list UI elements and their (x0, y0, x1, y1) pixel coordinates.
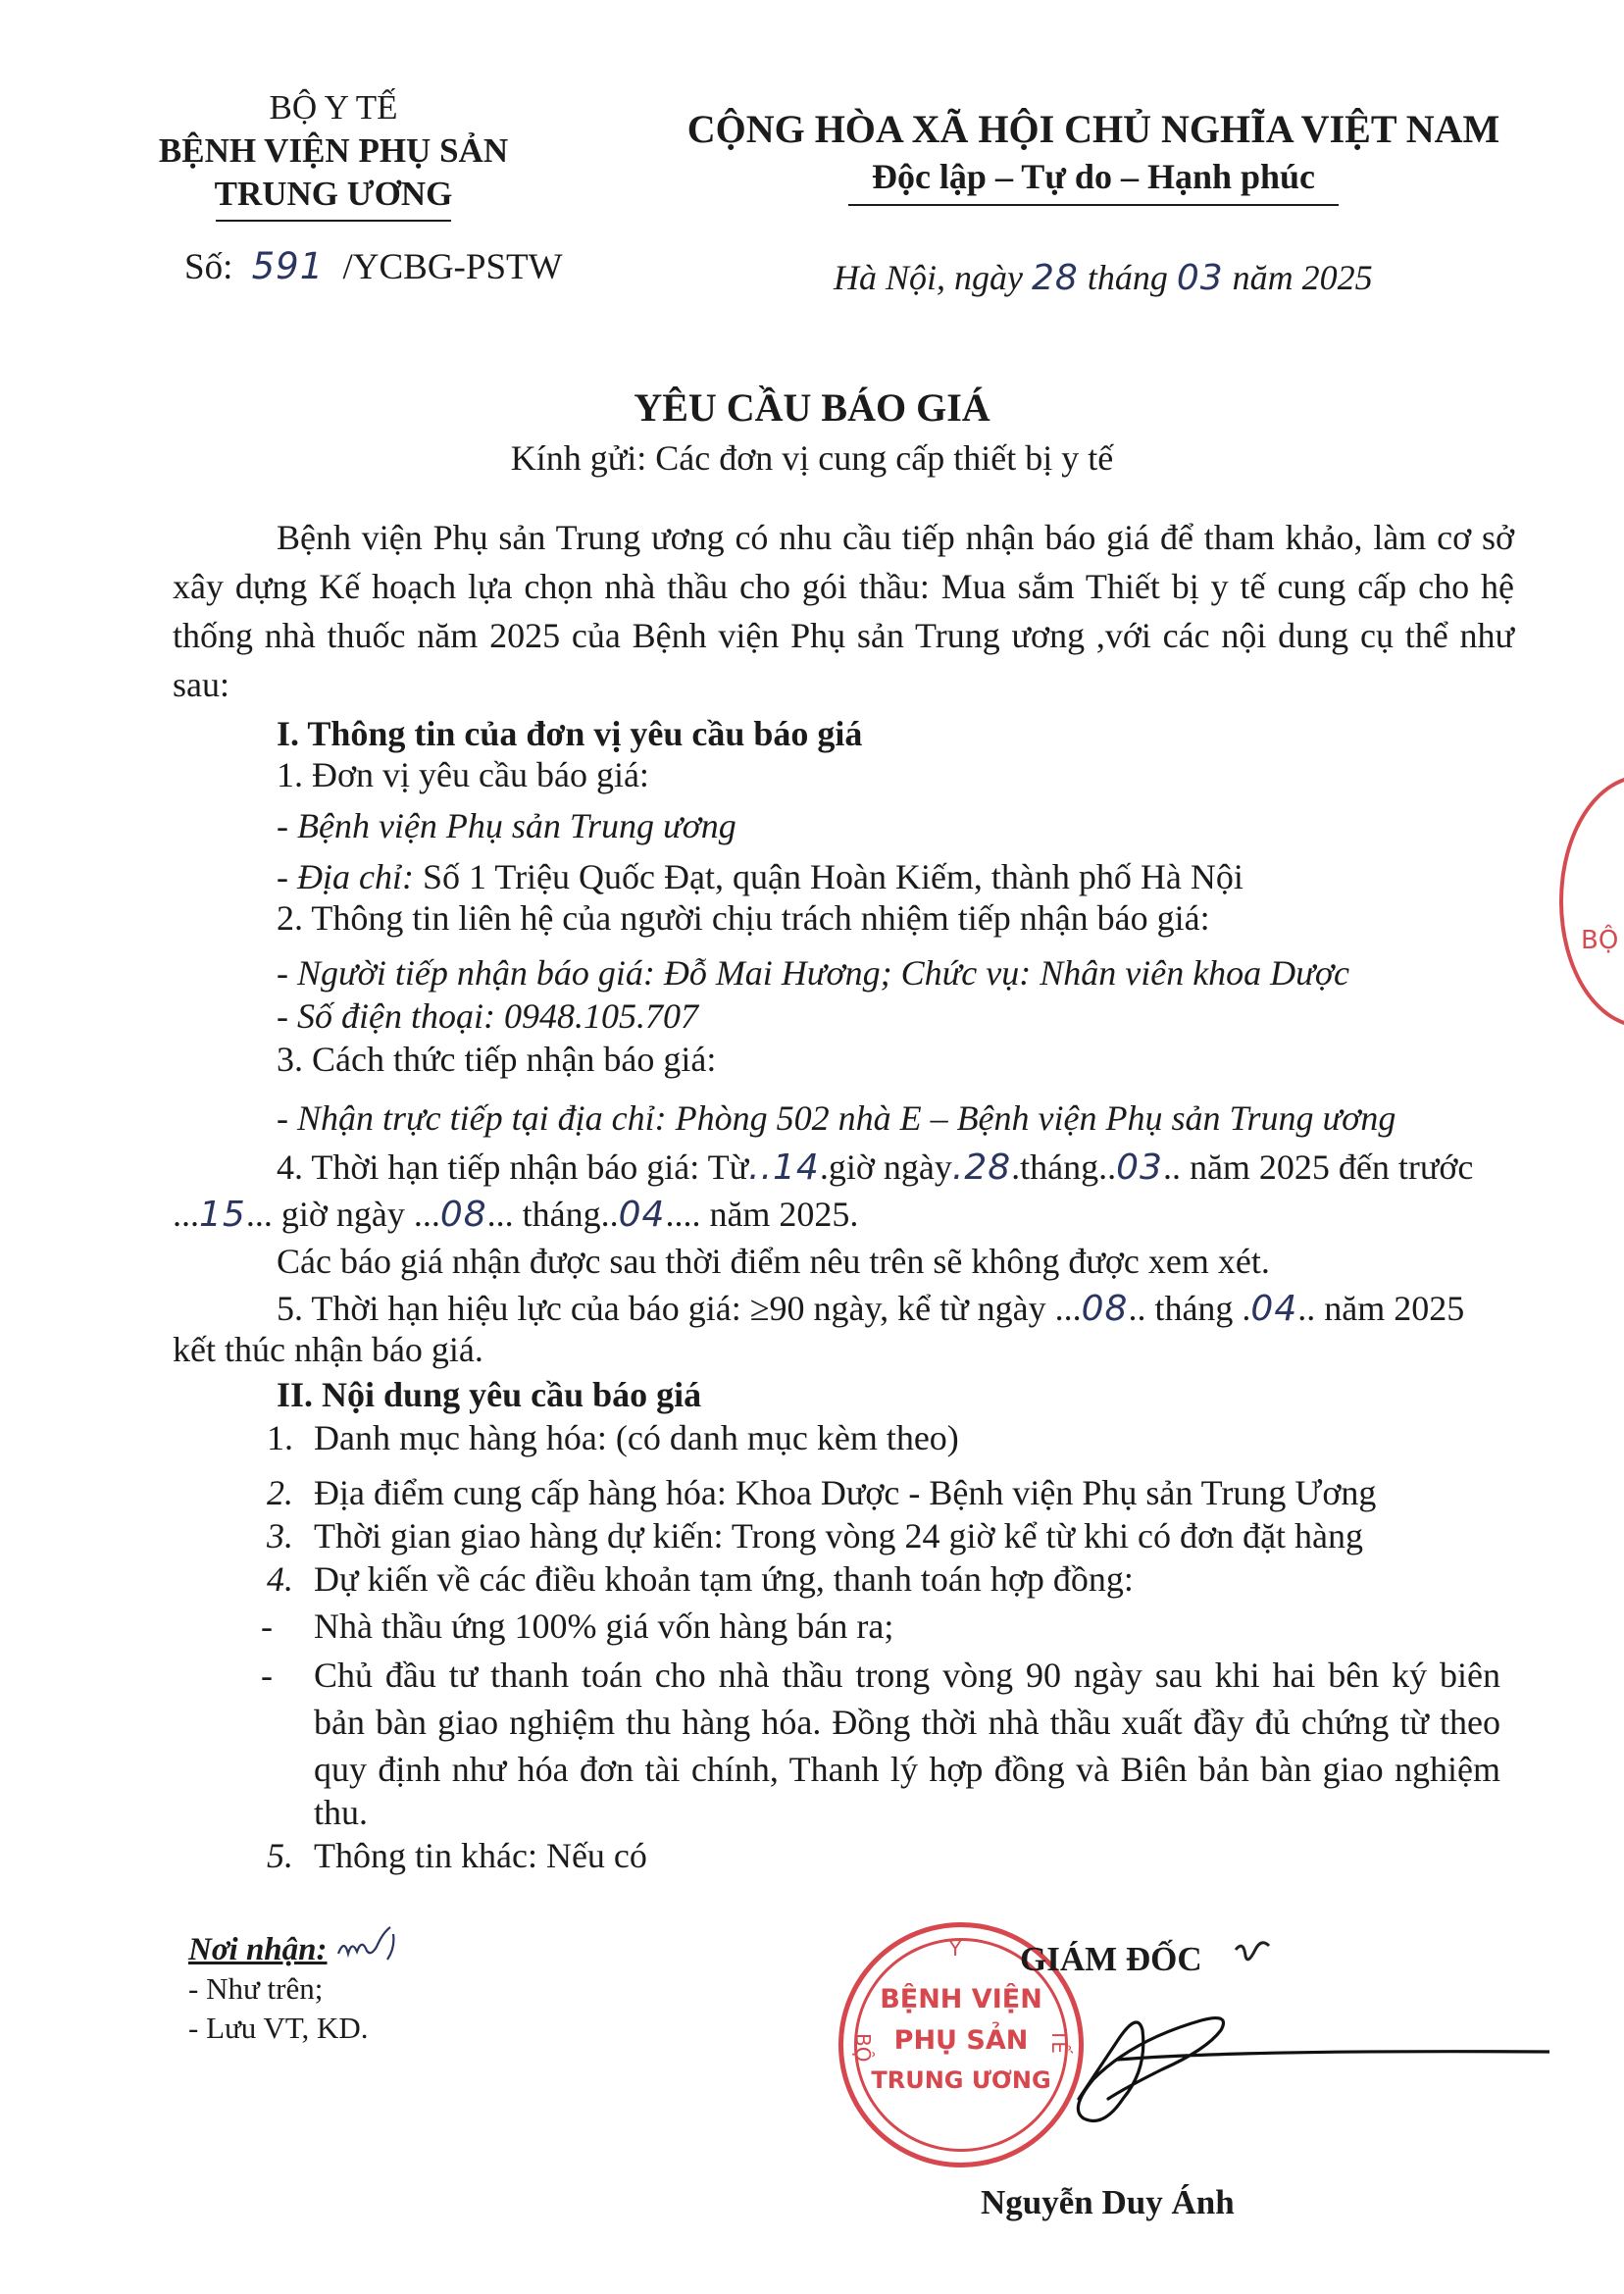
s1-item-3: 3. Cách thức tiếp nhận báo giá: (277, 1040, 717, 1079)
item4-hour-from: 14 (773, 1147, 820, 1188)
recipients-label: Nơi nhận: (188, 1932, 328, 1967)
bullet-dash-2: - (261, 1656, 273, 1695)
reference-number (184, 245, 563, 288)
s2-item-5 (267, 1834, 647, 1877)
section-1-heading: I. Thông tin của đơn vị yêu cầu báo giá (277, 714, 863, 753)
s2-bullet-2-line-2: bản bàn giao nghiệm thu hàng hóa. Đồng thời nhà thầu xuất đầy đủ chứng từ theo (314, 1703, 1500, 1742)
item4-month-from: 03 (1116, 1147, 1163, 1188)
hospital-name-line1: BỆNH VIỆN PHỤ SẢN (158, 131, 509, 170)
director-signature (1000, 1932, 1549, 2158)
stamp-line-1: BỆNH VIỆN (880, 1984, 1042, 2014)
s1-item-2-person: - Người tiếp nhận báo giá: Đỗ Mai Hương; Chức vụ: Nhân viên khoa Dược (277, 953, 1350, 993)
recipients-block (188, 1924, 423, 2048)
s1-item-3-detail: - Nhận trực tiếp tại địa chỉ: Phòng 502 nhà E – Bệnh viện Phụ sản Trung ương (277, 1098, 1396, 1138)
place-prefix: Hà Nội, ngày (834, 258, 1023, 297)
item4-day-from: 28 (964, 1147, 1012, 1188)
s1-item-2-phone: - Số điện thoại: 0948.105.707 (277, 996, 698, 1036)
intro-line-3: thống nhà thuốc năm 2025 của Bệnh viện Phụ sản Trung ương ,với các nội dung cụ thể như (173, 616, 1514, 655)
item4-year: năm 2025. (709, 1195, 859, 1234)
item4-day-label-2: giờ ngày (280, 1195, 405, 1234)
item4-day-label: giờ ngày (828, 1147, 952, 1187)
s2-item-2-num: 2. (267, 1473, 293, 1512)
s1-item-1: 1. Đơn vị yêu cầu báo giá: (277, 755, 649, 794)
stamp-left-mark: BỘ (851, 2033, 875, 2063)
header-underline (216, 220, 451, 222)
s2-item-5-text: Thông tin khác: Nếu có (314, 1836, 647, 1875)
s2-item-1-num: 1. (267, 1418, 293, 1457)
national-header (677, 106, 1510, 206)
item5-validity-label: 5. Thời hạn hiệu lực của báo giá: ≥90 ngày, kể từ ngày (277, 1289, 1046, 1328)
date-month-handwritten: 03 (1176, 258, 1224, 298)
item5-day: 08 (1081, 1289, 1129, 1329)
s1-item-1-address (277, 855, 1243, 898)
address-value: Số 1 Triệu Quốc Đạt, quận Hoàn Kiếm, thành phố Hà Nội (422, 857, 1243, 896)
s2-item-2 (267, 1471, 1376, 1514)
side-seal-partial (1559, 775, 1624, 1028)
s2-bullet-2-line-3: quy định như hóa đơn tài chính, Thanh lý hợp đồng và Biên bản bàn giao nghiệm (314, 1750, 1500, 1789)
s2-item-3 (267, 1514, 1363, 1557)
intro-line-2: xây dựng Kế hoạch lựa chọn nhà thầu cho gói thầu: Mua sắm Thiết bị y tế cung cấp cho hệ (173, 567, 1514, 606)
item4-month-label: tháng (1020, 1147, 1099, 1187)
issuing-organization (137, 86, 530, 222)
initials-mark (334, 1924, 423, 1967)
national-motto: Độc lập – Tự do – Hạnh phúc (871, 157, 1316, 196)
s2-bullet-2-line-4: thu. (314, 1793, 369, 1832)
s1-item-2: 2. Thông tin liên hệ của người chịu trách nhiệm tiếp nhận báo giá: (277, 898, 1210, 938)
ref-suffix: /YCBG-PSTW (342, 247, 563, 287)
stamp-top-mark: Y (949, 1937, 962, 1961)
s2-item-5-num: 5. (267, 1836, 293, 1875)
signer-name: Nguyễn Duy Ánh (981, 2183, 1235, 2221)
ref-prefix: Số: (184, 247, 233, 287)
signer-title: GIÁM ĐỐC (1020, 1940, 1202, 1978)
date-month-label: tháng (1087, 258, 1168, 297)
side-seal-text: BỘ (1581, 926, 1619, 955)
recipient-2: - Lưu VT, KD. (188, 2011, 369, 2045)
s2-item-4-num: 4. (267, 1559, 293, 1599)
s2-item-3-text: Thời gian giao hàng dự kiến: Trong vòng 24 giờ kể từ khi có đơn đặt hàng (314, 1516, 1364, 1555)
intro-line-4: sau: (173, 665, 229, 704)
item5-month-label: tháng (1154, 1289, 1234, 1328)
date-day-handwritten: 28 (1032, 258, 1079, 298)
motto-underline (848, 204, 1339, 206)
ministry-name: BỘ Y TẾ (269, 88, 398, 127)
s2-item-4 (267, 1557, 1134, 1601)
s2-item-1 (267, 1416, 959, 1459)
section-2-heading: II. Nội dung yêu cầu báo giá (277, 1375, 702, 1414)
place-and-date (834, 257, 1373, 298)
document-title: YÊU CẦU BÁO GIÁ (634, 385, 990, 430)
s2-item-3-num: 3. (267, 1516, 293, 1555)
hospital-name-line2: TRUNG ƯƠNG (214, 175, 453, 213)
s1-note: Các báo giá nhận được sau thời điểm nêu trên sẽ không được xem xét. (277, 1242, 1270, 1281)
date-year-label: năm 2025 (1232, 258, 1373, 297)
s1-item-1-unit: - Bệnh viện Phụ sản Trung ương (277, 806, 736, 845)
stamp-right-mark: TẾ (1047, 2029, 1071, 2054)
s2-item-1-text: Danh mục hàng hóa: (có danh mục kèm theo) (314, 1418, 959, 1457)
item4-hour-to: 15 (199, 1195, 246, 1235)
s1-item-4-line-2: ...15... giờ ngày ...08... tháng..04.... năm 2025. (173, 1195, 859, 1235)
greeting: Kính gửi: Các đơn vị cung cấp thiết bị y tế (510, 438, 1114, 478)
item4-month-label-2: tháng (522, 1195, 601, 1234)
stamp-line-3: TRUNG ƯƠNG (871, 2066, 1051, 2094)
item5-month: 04 (1250, 1289, 1298, 1329)
s1-item-4-line-1: 4. Thời hạn tiếp nhận báo giá: Từ..14.giờ ngày.28.tháng..03.. năm 2025 đến trước (277, 1147, 1474, 1188)
s1-item-5-line-1: 5. Thời hạn hiệu lực của báo giá: ≥90 ngày, kể từ ngày ...08.. tháng .04.. năm 2025 (277, 1289, 1465, 1329)
s2-bullet-1: Nhà thầu ứng 100% giá vốn hàng bán ra; (314, 1606, 894, 1646)
item4-month-to: 04 (618, 1195, 666, 1235)
intro-line-1: Bệnh viện Phụ sản Trung ương có nhu cầu tiếp nhận báo giá để tham khảo, làm cơ sở (277, 518, 1514, 557)
s2-item-2-text: Địa điểm cung cấp hàng hóa: Khoa Dược - Bệnh viện Phụ sản Trung Ương (314, 1473, 1377, 1512)
address-label: - Địa chỉ: (277, 857, 414, 896)
s2-bullet-2-line-1: Chủ đầu tư thanh toán cho nhà thầu trong vòng 90 ngày sau khi hai bên ký biên (314, 1656, 1500, 1695)
s1-item-5-line-2: kết thúc nhận báo giá. (173, 1330, 483, 1369)
recipient-1: - Như trên; (188, 1971, 324, 2006)
item4-from-label: 4. Thời hạn tiếp nhận báo giá: Từ (277, 1147, 749, 1187)
s2-item-4-text: Dự kiến về các điều khoản tạm ứng, thanh toán hợp đồng: (314, 1559, 1134, 1599)
item4-day-to: 08 (439, 1195, 487, 1235)
stamp-line-2: PHỤ SẢN (893, 2025, 1029, 2056)
item4-until-label: năm 2025 đến trước (1189, 1147, 1474, 1187)
item5-year: năm 2025 (1324, 1289, 1465, 1328)
country-name: CỘNG HÒA XÃ HỘI CHỦ NGHĨA VIỆT NAM (686, 107, 1500, 151)
ref-number-handwritten: 591 (251, 245, 325, 287)
bullet-dash-1: - (261, 1606, 273, 1646)
